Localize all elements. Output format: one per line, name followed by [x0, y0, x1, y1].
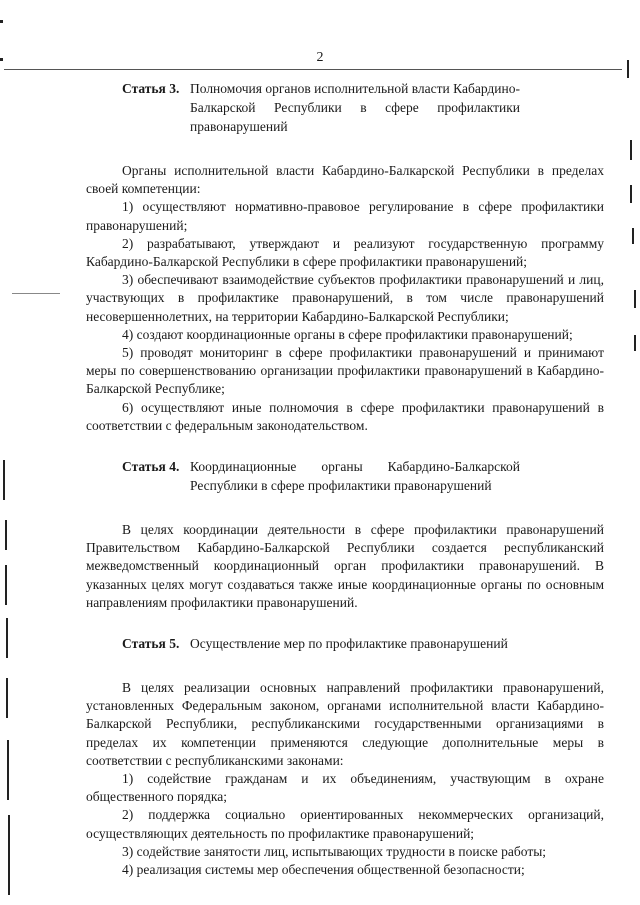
list-item: 1) содействие гражданам и их объединениям, участвующим в охране общественного порядка; [86, 771, 604, 805]
scan-mark [6, 618, 8, 658]
paragraph: В целях реализации основных направлений профилактики правонарушений, установленных Федеральным законом, органами исполнительной власти Кабардино-Балкарской Республики, республиканскими государственными организациями в пределах их компетенции применяются следующие дополнительные меры в соответствии с республиканскими законами: [86, 680, 604, 768]
scan-mark [630, 140, 632, 160]
scan-mark [632, 228, 634, 244]
article-number: Статья 3. [122, 81, 180, 96]
list-item: 3) обеспечивают взаимодействие субъектов профилактики правонарушений и лиц, участвующих в профилактике правонарушений, в том числе правонарушений несовершеннолетних, на территории Кабардино-Балкарской Республики; [86, 272, 604, 324]
list-item: 4) реализация системы мер обеспечения общественной безопасности; [122, 862, 525, 878]
header-rule [4, 69, 622, 70]
document-body [86, 79, 604, 879]
scan-mark [12, 293, 60, 294]
scan-mark [7, 740, 9, 800]
list-item: 6) осуществляют иные полномочия в сфере профилактики правонарушений в соответствии с федеральным законодательством. [86, 399, 604, 433]
scan-mark [627, 60, 629, 78]
list-item: 5) проводят мониторинг в сфере профилактики правонарушений и принимают меры по совершенствованию организации профилактики правонарушений в Кабардино-Балкарской Республике; [86, 345, 604, 397]
article-4-heading [86, 457, 604, 495]
article-5-heading [86, 634, 604, 653]
page-number: 2 [316, 50, 324, 65]
article-number: Статья 4. [122, 459, 180, 475]
list-item: 1) осуществляют нормативно-правовое регулирование в сфере профилактики правонарушений; [86, 199, 604, 233]
scan-mark [6, 678, 8, 718]
scan-mark [5, 520, 7, 550]
scan-mark [3, 460, 5, 500]
scan-mark [634, 335, 636, 351]
paragraph: Органы исполнительной власти Кабардино-Балкарской Республики в пределах своей компетенции: [86, 163, 604, 197]
list-item: 2) разрабатывают, утверждают и реализуют государственную программу Кабардино-Балкарской Республики в сфере профилактики правонарушений; [86, 235, 604, 270]
article-3-heading [86, 79, 604, 136]
article-title: Осуществление мер по профилактике правонарушений [190, 636, 508, 652]
scan-mark [0, 20, 3, 23]
scan-mark [630, 185, 632, 203]
scan-mark [8, 815, 10, 895]
article-number: Статья 5. [122, 636, 180, 652]
list-item: 3) содействие занятости лиц, испытывающих трудности в поиске работы; [122, 843, 547, 859]
scan-mark [634, 290, 636, 308]
paragraph: В целях координации деятельности в сфере профилактики правонарушений Правительством Кабардино-Балкарской Республики создается республиканский межведомственный координационный орган профилактики правонарушений. В указанных целях могут создаваться также иные координационные органы по основным направлениям профилактики правонарушений. [86, 522, 604, 610]
article-title: Полномочия органов исполнительной власти Кабардино-Балкарской Республики в сфере профилактики правонарушений [190, 81, 520, 134]
list-item: 4) создают координационные органы в сфере профилактики правонарушений; [122, 326, 573, 342]
list-item: 2) поддержка социально ориентированных некоммерческих организаций, осуществляющих деятельность по профилактике правонарушений; [86, 807, 604, 841]
scan-mark [0, 58, 3, 61]
scan-mark [5, 565, 7, 605]
article-title: Координационные органы Кабардино-Балкарской Республики в сфере профилактики правонарушений [190, 459, 520, 494]
